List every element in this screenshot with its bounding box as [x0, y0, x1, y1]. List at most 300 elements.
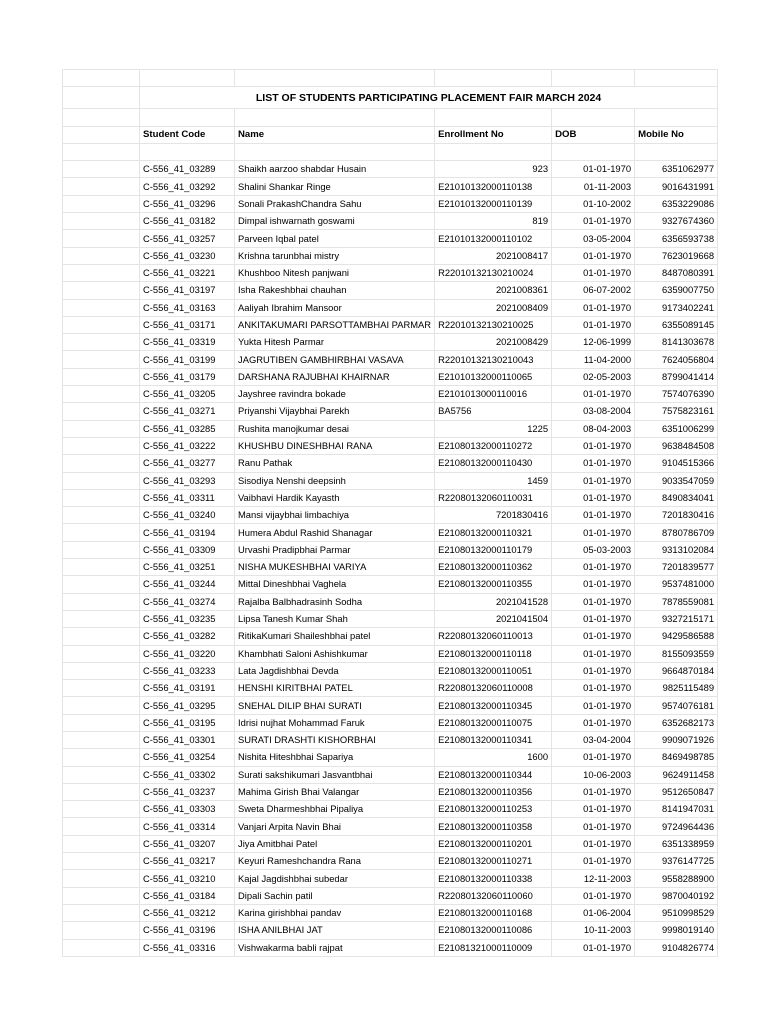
student-code-cell: C-556_41_03207 — [140, 835, 235, 852]
name-cell: SNEHAL DILIP BHAI SURATI — [235, 697, 435, 714]
dob-cell: 01-01-1970 — [552, 645, 635, 662]
table-row — [63, 835, 718, 852]
row-gutter-cell — [63, 316, 140, 333]
dob-cell: 01-01-1970 — [552, 853, 635, 870]
dob-cell: 01-01-1970 — [552, 489, 635, 506]
table-row — [63, 178, 718, 195]
table-row — [63, 195, 718, 212]
name-cell: Kajal Jagdishbhai subedar — [235, 870, 435, 887]
page-title: LIST OF STUDENTS PARTICIPATING PLACEMENT FAIR MARCH 2024 — [140, 87, 718, 109]
table-row — [63, 593, 718, 610]
row-gutter-cell — [63, 299, 140, 316]
name-cell: RitikaKumari Shaileshbhai patel — [235, 628, 435, 645]
name-cell: Parveen Iqbal patel — [235, 230, 435, 247]
enrollment-no-cell: E21010132000110139 — [435, 195, 552, 212]
student-code-cell: C-556_41_03289 — [140, 161, 235, 178]
dob-cell: 01-01-1970 — [552, 628, 635, 645]
mobile-no-cell: 7878559081 — [635, 593, 718, 610]
enrollment-no-cell: E21080132000110321 — [435, 524, 552, 541]
student-code-cell: C-556_41_03244 — [140, 576, 235, 593]
dob-cell: 01-01-1970 — [552, 247, 635, 264]
table-row — [63, 420, 718, 437]
dob-cell: 01-01-1970 — [552, 680, 635, 697]
table-row — [63, 282, 718, 299]
row-gutter-cell — [63, 645, 140, 662]
dob-cell: 01-10-2002 — [552, 195, 635, 212]
student-code-cell: C-556_41_03314 — [140, 818, 235, 835]
enrollment-no-cell: E21080132000110272 — [435, 437, 552, 454]
name-cell: Isha Rakeshbhai chauhan — [235, 282, 435, 299]
dob-cell: 01-11-2003 — [552, 178, 635, 195]
mobile-no-cell: 6359007750 — [635, 282, 718, 299]
name-cell: Sweta Dharmeshbhai Pipaliya — [235, 801, 435, 818]
enrollment-no-cell: E21080132000110179 — [435, 541, 552, 558]
dob-cell: 03-04-2004 — [552, 731, 635, 748]
enrollment-no-cell: R22080132060110013 — [435, 628, 552, 645]
header-dob: DOB — [552, 126, 635, 143]
row-gutter-cell — [63, 801, 140, 818]
title-row — [63, 87, 718, 109]
enrollment-no-cell: R22080132060110031 — [435, 489, 552, 506]
student-code-cell: C-556_41_03237 — [140, 783, 235, 800]
dob-cell: 01-01-1970 — [552, 472, 635, 489]
enrollment-no-cell: E21080132000110168 — [435, 904, 552, 921]
mobile-no-cell: 9638484508 — [635, 437, 718, 454]
enrollment-no-cell: E21080132000110345 — [435, 697, 552, 714]
enrollment-no-cell: 923 — [435, 161, 552, 178]
name-cell: Dimpal ishwarnath goswami — [235, 213, 435, 230]
student-code-cell: C-556_41_03285 — [140, 420, 235, 437]
students-table — [62, 69, 718, 957]
mobile-no-cell: 9327215171 — [635, 610, 718, 627]
enrollment-no-cell: E21080132000110344 — [435, 766, 552, 783]
dob-cell: 01-01-1970 — [552, 887, 635, 904]
header-mobile-no: Mobile No — [635, 126, 718, 143]
student-code-cell: C-556_41_03292 — [140, 178, 235, 195]
name-cell: DARSHANA RAJUBHAI KHAIRNAR — [235, 368, 435, 385]
row-gutter-cell — [63, 420, 140, 437]
table-row — [63, 904, 718, 921]
table-row — [63, 662, 718, 679]
enrollment-no-cell: E21010132000110138 — [435, 178, 552, 195]
enrollment-no-cell: E21080132000110358 — [435, 818, 552, 835]
name-cell: Aaliyah Ibrahim Mansoor — [235, 299, 435, 316]
table-row — [63, 386, 718, 403]
name-cell: Sonali PrakashChandra Sahu — [235, 195, 435, 212]
table-row — [63, 939, 718, 956]
mobile-no-cell: 9998019140 — [635, 922, 718, 939]
enrollment-no-cell: 819 — [435, 213, 552, 230]
dob-cell: 01-01-1970 — [552, 524, 635, 541]
row-gutter-cell — [63, 887, 140, 904]
table-row — [63, 680, 718, 697]
mobile-no-cell: 9558288900 — [635, 870, 718, 887]
enrollment-no-cell: 1225 — [435, 420, 552, 437]
dob-cell: 01-01-1970 — [552, 507, 635, 524]
name-cell: Keyuri Rameshchandra Rana — [235, 853, 435, 870]
student-code-cell: C-556_41_03212 — [140, 904, 235, 921]
table-row — [63, 524, 718, 541]
header-student-code: Student Code — [140, 126, 235, 143]
student-code-cell: C-556_41_03295 — [140, 697, 235, 714]
student-code-cell: C-556_41_03271 — [140, 403, 235, 420]
student-code-cell: C-556_41_03296 — [140, 195, 235, 212]
dob-cell: 01-01-1970 — [552, 697, 635, 714]
row-gutter-cell — [63, 818, 140, 835]
enrollment-no-cell: 1600 — [435, 749, 552, 766]
student-code-cell: C-556_41_03257 — [140, 230, 235, 247]
table-row — [63, 213, 718, 230]
row-gutter-cell — [63, 282, 140, 299]
mobile-no-cell: 8469498785 — [635, 749, 718, 766]
name-cell: Lipsa Tanesh Kumar Shah — [235, 610, 435, 627]
name-cell: HENSHI KIRITBHAI PATEL — [235, 680, 435, 697]
mobile-no-cell: 7574076390 — [635, 386, 718, 403]
dob-cell: 03-08-2004 — [552, 403, 635, 420]
row-gutter-cell — [63, 835, 140, 852]
student-code-cell: C-556_41_03217 — [140, 853, 235, 870]
table-row — [63, 161, 718, 178]
row-gutter-cell — [63, 680, 140, 697]
student-code-cell: C-556_41_03220 — [140, 645, 235, 662]
table-row — [63, 628, 718, 645]
mobile-no-cell: 8141947031 — [635, 801, 718, 818]
name-cell: ANKITAKUMARI PARSOTTAMBHAI PARMAR — [235, 316, 435, 333]
name-cell: Karina girishbhai pandav — [235, 904, 435, 921]
table-row — [63, 766, 718, 783]
row-gutter-cell — [63, 368, 140, 385]
row-gutter-cell — [63, 386, 140, 403]
name-cell: Priyanshi Vijaybhai Parekh — [235, 403, 435, 420]
table-row — [63, 801, 718, 818]
dob-cell: 06-07-2002 — [552, 282, 635, 299]
name-cell: Urvashi Pradipbhai Parmar — [235, 541, 435, 558]
row-gutter-cell — [63, 749, 140, 766]
dob-cell: 01-01-1970 — [552, 714, 635, 731]
table-row — [63, 247, 718, 264]
name-cell: Khushboo Nitesh panjwani — [235, 264, 435, 281]
mobile-no-cell: 8780786709 — [635, 524, 718, 541]
dob-cell: 01-06-2004 — [552, 904, 635, 921]
table-row — [63, 541, 718, 558]
enrollment-no-cell: 1459 — [435, 472, 552, 489]
table-row — [63, 299, 718, 316]
name-cell: Dipali Sachin patil — [235, 887, 435, 904]
mobile-no-cell: 6351006299 — [635, 420, 718, 437]
mobile-no-cell: 9624911458 — [635, 766, 718, 783]
row-gutter-cell — [63, 230, 140, 247]
mobile-no-cell: 9574076181 — [635, 697, 718, 714]
name-cell: Vaibhavi Hardik Kayasth — [235, 489, 435, 506]
dob-cell: 01-01-1970 — [552, 801, 635, 818]
table-row — [63, 316, 718, 333]
dob-cell: 01-01-1970 — [552, 662, 635, 679]
enrollment-no-cell: E21080132000110362 — [435, 559, 552, 576]
table-row — [63, 783, 718, 800]
row-gutter-cell — [63, 714, 140, 731]
student-code-cell: C-556_41_03171 — [140, 316, 235, 333]
dob-cell: 08-04-2003 — [552, 420, 635, 437]
mobile-no-cell: 9512650847 — [635, 783, 718, 800]
dob-cell: 01-01-1970 — [552, 264, 635, 281]
mobile-no-cell: 6351062977 — [635, 161, 718, 178]
dob-cell: 01-01-1970 — [552, 749, 635, 766]
name-cell: Lata Jagdishbhai Devda — [235, 662, 435, 679]
row-gutter-cell — [63, 351, 140, 368]
table-row — [63, 922, 718, 939]
row-gutter-cell — [63, 766, 140, 783]
table-row — [63, 230, 718, 247]
name-cell: Nishita Hiteshbhai Sapariya — [235, 749, 435, 766]
enrollment-no-cell: R22010132130210025 — [435, 316, 552, 333]
dob-cell: 03-05-2004 — [552, 230, 635, 247]
enrollment-no-cell: R22080132060110060 — [435, 887, 552, 904]
mobile-no-cell: 9104515366 — [635, 455, 718, 472]
name-cell: Sisodiya Nenshi deepsinh — [235, 472, 435, 489]
mobile-no-cell: 9016431991 — [635, 178, 718, 195]
spacer-row — [63, 143, 718, 160]
name-cell: JAGRUTIBEN GAMBHIRBHAI VASAVA — [235, 351, 435, 368]
mobile-no-cell: 7623019668 — [635, 247, 718, 264]
dob-cell: 10-11-2003 — [552, 922, 635, 939]
mobile-no-cell: 9313102084 — [635, 541, 718, 558]
table-row — [63, 714, 718, 731]
table-row — [63, 887, 718, 904]
student-code-cell: C-556_41_03240 — [140, 507, 235, 524]
table-row — [63, 264, 718, 281]
dob-cell: 01-01-1970 — [552, 316, 635, 333]
row-gutter-cell — [63, 559, 140, 576]
student-code-cell: C-556_41_03233 — [140, 662, 235, 679]
row-gutter-cell — [63, 334, 140, 351]
mobile-no-cell: 9909071926 — [635, 731, 718, 748]
enrollment-no-cell: 7201830416 — [435, 507, 552, 524]
student-code-cell: C-556_41_03311 — [140, 489, 235, 506]
row-gutter-cell — [63, 524, 140, 541]
table-row — [63, 455, 718, 472]
mobile-no-cell: 9825115489 — [635, 680, 718, 697]
student-code-cell: C-556_41_03235 — [140, 610, 235, 627]
dob-cell: 01-01-1970 — [552, 455, 635, 472]
student-code-cell: C-556_41_03196 — [140, 922, 235, 939]
mobile-no-cell: 8490834041 — [635, 489, 718, 506]
spacer-row — [63, 109, 718, 126]
table-row — [63, 731, 718, 748]
table-row — [63, 507, 718, 524]
row-gutter-cell — [63, 662, 140, 679]
mobile-no-cell: 8799041414 — [635, 368, 718, 385]
student-code-cell: C-556_41_03163 — [140, 299, 235, 316]
row-gutter-cell — [63, 507, 140, 524]
name-cell: Surati sakshikumari Jasvantbhai — [235, 766, 435, 783]
student-code-cell: C-556_41_03301 — [140, 731, 235, 748]
mobile-no-cell: 9537481000 — [635, 576, 718, 593]
enrollment-no-cell: E21080132000110253 — [435, 801, 552, 818]
row-gutter-cell — [63, 870, 140, 887]
enrollment-no-cell: E21080132000110086 — [435, 922, 552, 939]
name-cell: KHUSHBU DINESHBHAI RANA — [235, 437, 435, 454]
dob-cell: 02-05-2003 — [552, 368, 635, 385]
name-cell: Jiya Amitbhai Patel — [235, 835, 435, 852]
enrollment-no-cell: 2021008361 — [435, 282, 552, 299]
dob-cell: 01-01-1970 — [552, 437, 635, 454]
name-cell: Khambhati Saloni Ashishkumar — [235, 645, 435, 662]
enrollment-no-cell: E21080132000110430 — [435, 455, 552, 472]
row-gutter-cell — [63, 247, 140, 264]
row-gutter-cell — [63, 939, 140, 956]
row-gutter-cell — [63, 472, 140, 489]
dob-cell: 01-01-1970 — [552, 818, 635, 835]
row-gutter-cell — [63, 213, 140, 230]
table-row — [63, 472, 718, 489]
name-cell: Krishna tarunbhai mistry — [235, 247, 435, 264]
mobile-no-cell: 8155093559 — [635, 645, 718, 662]
enrollment-no-cell: E21080132000110356 — [435, 783, 552, 800]
enrollment-no-cell: E21080132000110051 — [435, 662, 552, 679]
row-gutter-cell — [63, 853, 140, 870]
enrollment-no-cell: E21080132000110341 — [435, 731, 552, 748]
mobile-no-cell: 9664870184 — [635, 662, 718, 679]
name-cell: SURATI DRASHTI KISHORBHAI — [235, 731, 435, 748]
mobile-no-cell: 6356593738 — [635, 230, 718, 247]
student-code-cell: C-556_41_03179 — [140, 368, 235, 385]
dob-cell: 01-01-1970 — [552, 593, 635, 610]
row-gutter-cell — [63, 489, 140, 506]
student-code-cell: C-556_41_03222 — [140, 437, 235, 454]
student-code-cell: C-556_41_03205 — [140, 386, 235, 403]
dob-cell: 01-01-1970 — [552, 783, 635, 800]
student-code-cell: C-556_41_03309 — [140, 541, 235, 558]
table-row — [63, 749, 718, 766]
table-row — [63, 610, 718, 627]
student-code-cell: C-556_41_03254 — [140, 749, 235, 766]
mobile-no-cell: 6352682173 — [635, 714, 718, 731]
enrollment-no-cell: E21080132000110201 — [435, 835, 552, 852]
name-cell: Ranu Pathak — [235, 455, 435, 472]
enrollment-no-cell: R22010132130210024 — [435, 264, 552, 281]
table-row — [63, 818, 718, 835]
student-code-cell: C-556_41_03274 — [140, 593, 235, 610]
table-row — [63, 368, 718, 385]
mobile-no-cell: 9376147725 — [635, 853, 718, 870]
table-row — [63, 403, 718, 420]
student-code-cell: C-556_41_03319 — [140, 334, 235, 351]
mobile-no-cell: 7575823161 — [635, 403, 718, 420]
student-code-cell: C-556_41_03277 — [140, 455, 235, 472]
student-code-cell: C-556_41_03195 — [140, 714, 235, 731]
mobile-no-cell: 9104826774 — [635, 939, 718, 956]
name-cell: NISHA MUKESHBHAI VARIYA — [235, 559, 435, 576]
dob-cell: 11-04-2000 — [552, 351, 635, 368]
mobile-no-cell: 9173402241 — [635, 299, 718, 316]
row-gutter-cell — [63, 437, 140, 454]
row-gutter-cell — [63, 541, 140, 558]
table-row — [63, 870, 718, 887]
name-cell: Humera Abdul Rashid Shanagar — [235, 524, 435, 541]
mobile-no-cell: 8141303678 — [635, 334, 718, 351]
enrollment-no-cell: E21080132000110075 — [435, 714, 552, 731]
enrollment-no-cell: R22080132060110008 — [435, 680, 552, 697]
enrollment-no-cell: BA5756 — [435, 403, 552, 420]
row-gutter-cell — [63, 628, 140, 645]
mobile-no-cell: 9429586588 — [635, 628, 718, 645]
dob-cell: 01-01-1970 — [552, 559, 635, 576]
student-code-cell: C-556_41_03316 — [140, 939, 235, 956]
row-gutter-cell — [63, 610, 140, 627]
student-code-cell: C-556_41_03282 — [140, 628, 235, 645]
table-row — [63, 576, 718, 593]
mobile-no-cell: 6353229086 — [635, 195, 718, 212]
mobile-no-cell: 8487080391 — [635, 264, 718, 281]
row-gutter-cell — [63, 403, 140, 420]
enrollment-no-cell: 2021008417 — [435, 247, 552, 264]
mobile-no-cell: 9033547059 — [635, 472, 718, 489]
dob-cell: 10-06-2003 — [552, 766, 635, 783]
dob-cell: 01-01-1970 — [552, 213, 635, 230]
row-gutter-cell — [63, 593, 140, 610]
dob-cell: 05-03-2003 — [552, 541, 635, 558]
mobile-no-cell: 6355089145 — [635, 316, 718, 333]
name-cell: Shaikh aarzoo shabdar Husain — [235, 161, 435, 178]
name-cell: Yukta Hitesh Parmar — [235, 334, 435, 351]
enrollment-no-cell: E2101013000110016 — [435, 386, 552, 403]
mobile-no-cell: 9870040192 — [635, 887, 718, 904]
mobile-no-cell: 7624056804 — [635, 351, 718, 368]
enrollment-no-cell: 2021041504 — [435, 610, 552, 627]
dob-cell: 01-01-1970 — [552, 161, 635, 178]
enrollment-no-cell: E21081321000110009 — [435, 939, 552, 956]
mobile-no-cell: 9327674360 — [635, 213, 718, 230]
dob-cell: 01-01-1970 — [552, 939, 635, 956]
student-code-cell: C-556_41_03251 — [140, 559, 235, 576]
row-gutter-cell — [63, 783, 140, 800]
dob-cell: 01-01-1970 — [552, 610, 635, 627]
student-code-cell: C-556_41_03293 — [140, 472, 235, 489]
enrollment-no-cell: E21080132000110118 — [435, 645, 552, 662]
student-code-cell: C-556_41_03221 — [140, 264, 235, 281]
name-cell: ISHA ANILBHAI JAT — [235, 922, 435, 939]
row-gutter-cell — [63, 904, 140, 921]
enrollment-no-cell: E21080132000110355 — [435, 576, 552, 593]
row-gutter-cell — [63, 576, 140, 593]
name-cell: Vishwakarma babli rajpat — [235, 939, 435, 956]
dob-cell: 01-01-1970 — [552, 835, 635, 852]
mobile-no-cell: 7201839577 — [635, 559, 718, 576]
mobile-no-cell: 7201830416 — [635, 507, 718, 524]
mobile-no-cell: 9510998529 — [635, 904, 718, 921]
dob-cell: 01-01-1970 — [552, 576, 635, 593]
row-gutter-cell — [63, 922, 140, 939]
student-code-cell: C-556_41_03230 — [140, 247, 235, 264]
name-cell: Mansi vijaybhai limbachiya — [235, 507, 435, 524]
table-row — [63, 437, 718, 454]
table-row — [63, 697, 718, 714]
mobile-no-cell: 9724964436 — [635, 818, 718, 835]
table-row — [63, 645, 718, 662]
name-cell: Vanjari Arpita Navin Bhai — [235, 818, 435, 835]
spacer-row — [63, 70, 718, 87]
dob-cell: 12-11-2003 — [552, 870, 635, 887]
header-row — [63, 126, 718, 143]
table-row — [63, 559, 718, 576]
row-gutter-cell — [63, 195, 140, 212]
student-code-cell: C-556_41_03302 — [140, 766, 235, 783]
student-code-cell: C-556_41_03210 — [140, 870, 235, 887]
row-gutter-cell — [63, 697, 140, 714]
mobile-no-cell: 6351338959 — [635, 835, 718, 852]
name-cell: Shalini Shankar Ringe — [235, 178, 435, 195]
enrollment-no-cell: E21010132000110102 — [435, 230, 552, 247]
